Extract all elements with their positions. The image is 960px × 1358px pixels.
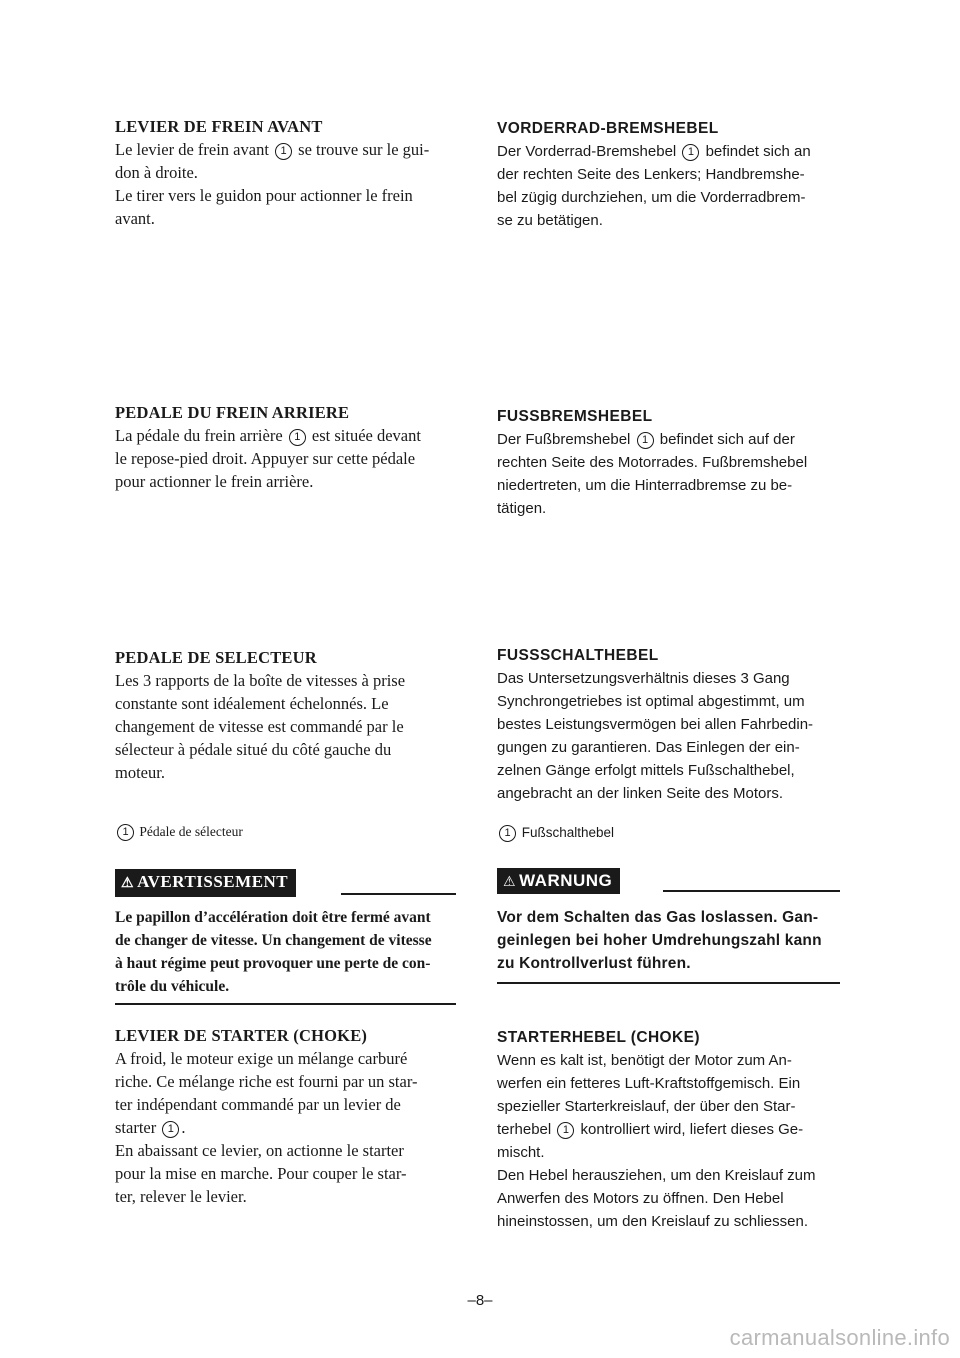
paragraph: Der Fußbremshebel 1 befindet sich auf der rechten Seite des Motorrades. Fußbremshebel niedertreten, um die Hinterradbremse zu be- tätigen. [497, 431, 808, 517]
warning-text: Le papillon d’accélération doit être fermé avant de changer de vitesse. Un changement de vitesse à haut régime peut provoquer une perte de con- trôle du véhicule. [115, 909, 432, 995]
section-heading: FUSSSCHALTHEBEL [497, 647, 659, 664]
de-caption: 1 Fußschalthebel [497, 821, 842, 844]
fr-section-front-brake [115, 115, 455, 230]
fr-section-shift-pedal [115, 646, 455, 784]
callout-number-icon: 1 [289, 429, 306, 446]
paragraph: Le levier de frein avant 1 se trouve sur le gui- don à droite. Le tirer vers le guidon pour actionner le frein avant. [115, 140, 430, 228]
paragraph: La pédale du frein arrière 1 est située devant le repose-pied droit. Appuyer sur cette pédale pour actionner le frein arrière. [115, 426, 421, 491]
de-section-choke [497, 1026, 842, 1233]
warning-rule [497, 982, 840, 984]
de-section-rear-brake [497, 405, 842, 520]
callout-number-icon: 1 [499, 825, 516, 842]
warning-rule [663, 890, 840, 892]
callout-number-icon: 1 [682, 144, 699, 161]
warning-text: Vor dem Schalten das Gas loslassen. Gan- geinlegen bei hoher Umdrehungszahl kann zu Kontrollverlust führen. [497, 909, 822, 972]
fr-section-choke [115, 1024, 455, 1208]
callout-number-icon: 1 [162, 1121, 179, 1138]
callout-number-icon: 1 [117, 824, 134, 841]
fr-warning-text [115, 906, 455, 998]
section-heading: FUSSBREMSHEBEL [497, 408, 653, 425]
warning-triangle-icon: ⚠ [503, 873, 517, 889]
section-heading: VORDERRAD-BREMSHEBEL [497, 120, 719, 137]
section-heading: PEDALE DU FREIN ARRIERE [115, 403, 350, 422]
warning-rule [341, 893, 456, 895]
warning-label: ⚠ AVERTISSEMENT [115, 869, 296, 897]
paragraph: Les 3 rapports de la boîte de vitesses à prise constante sont idéalement échelonnés. Le changement de vitesse est commandé par le sélecteur à pédale situé du côté gauche du moteur. [115, 671, 406, 782]
paragraph: Der Vorderrad-Bremshebel 1 befindet sich an der rechten Seite des Lenkers; Handbremshe- bel zügig durchziehen, um die Vorderradbrem- se zu betätigen. [497, 143, 811, 229]
section-heading: LEVIER DE FREIN AVANT [115, 117, 323, 136]
fr-caption: 1 Pédale de sélecteur [115, 820, 455, 843]
callout-number-icon: 1 [557, 1122, 574, 1139]
section-heading: STARTERHEBEL (CHOKE) [497, 1029, 700, 1046]
warning-label: ⚠ WARNUNG [497, 868, 620, 894]
callout-number-icon: 1 [637, 432, 654, 449]
warning-rule [115, 1003, 456, 1005]
paragraph: A froid, le moteur exige un mélange carburé riche. Ce mélange riche est fourni par un star- ter indépendant commandé par un levier de starter 1 . En abaissant ce levier, on actionne le starter pour la mise en marche. Pour couper le star- ter, relever le levier. [115, 1049, 418, 1206]
fr-section-rear-brake [115, 401, 455, 493]
de-warning-text [497, 906, 842, 975]
paragraph: Das Untersetzungsverhältnis dieses 3 Gang Synchrongetriebes ist optimal abgestimmt, um bestes Leistungsvermögen bei allen Fahrbedin- gungen zu garantieren. Das Einlegen der ein- zelnen Gänge erfolgt mittels Fußschalthebel, angebracht an der linken Seite des Motors. [497, 670, 814, 802]
de-section-front-brake [497, 117, 842, 232]
page-number: –8– [467, 1292, 493, 1309]
callout-number-icon: 1 [275, 143, 292, 160]
section-heading: PEDALE DE SELECTEUR [115, 648, 317, 667]
de-section-shift-pedal [497, 644, 842, 805]
warning-triangle-icon: ⚠ [121, 876, 135, 891]
watermark: carmanualsonline.info [729, 1325, 950, 1350]
section-heading: LEVIER DE STARTER (CHOKE) [115, 1026, 368, 1045]
paragraph: Wenn es kalt ist, benötigt der Motor zum An- werfen ein fetteres Luft-Kraftstoffgemisch. Ein spezieller Starterkreislauf, der über den Star- terhebel 1 kontrolliert wird, liefert dieses Ge- mischt. Den Hebel herausziehen, um den Kreislauf zum Anwerfen des Motors zu öffnen. Den Hebel hineinstossen, um den Kreislauf zu schliessen. [497, 1052, 816, 1230]
